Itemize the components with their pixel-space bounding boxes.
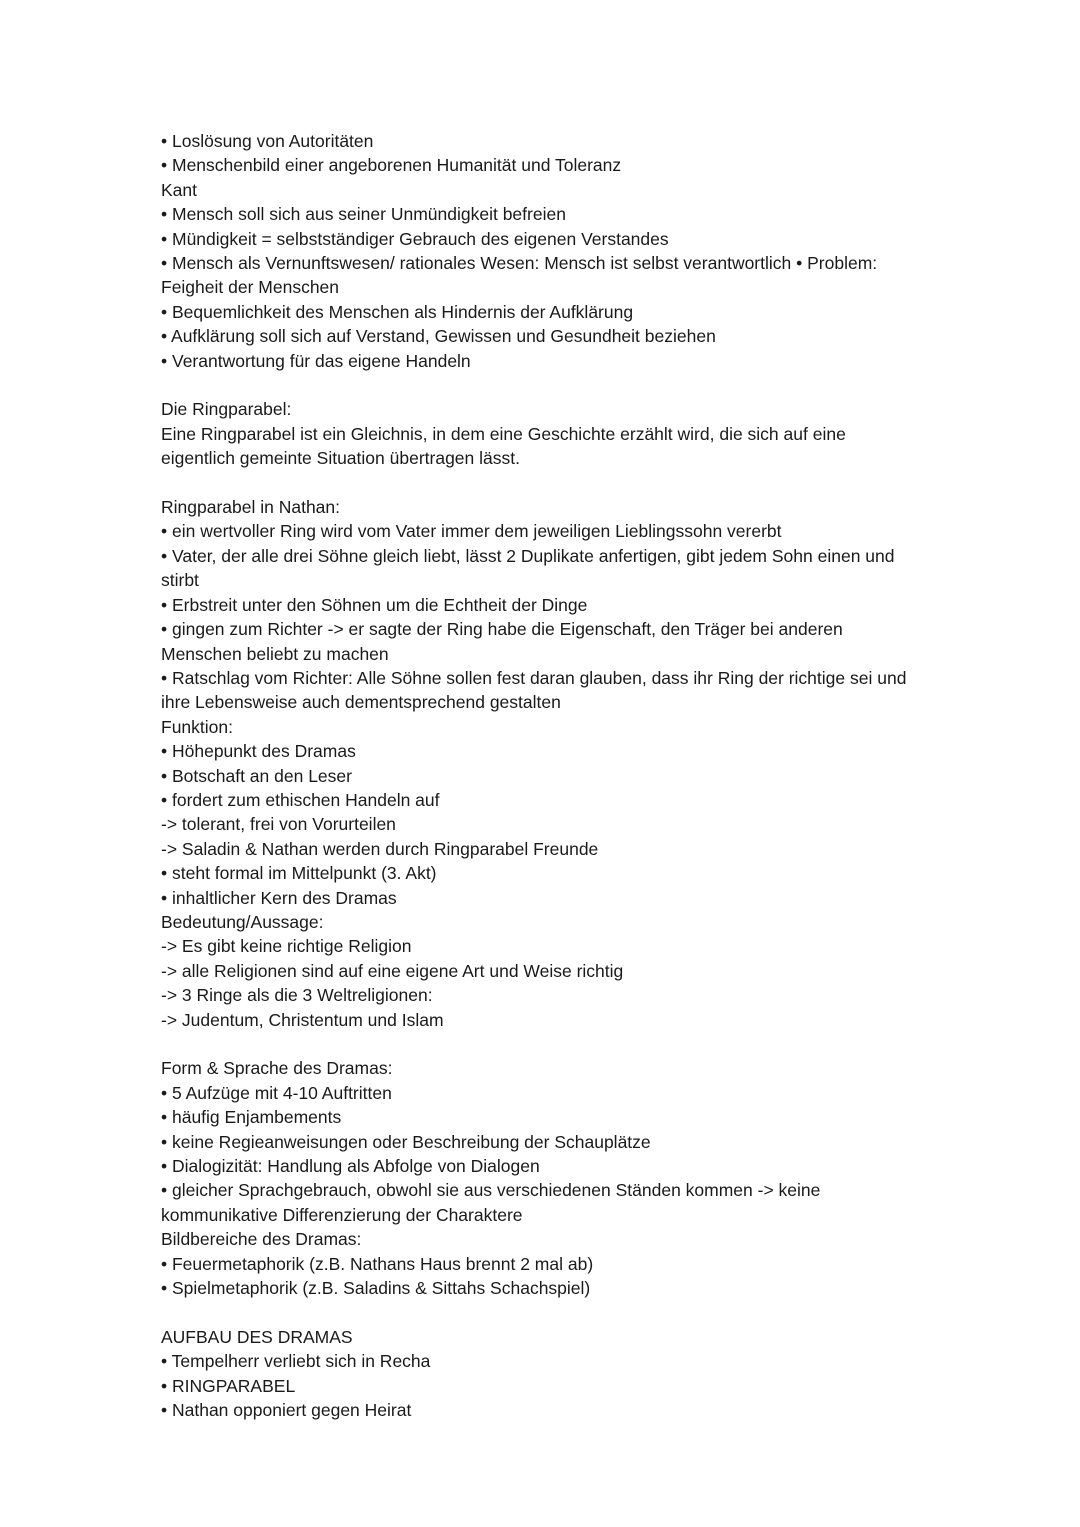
section-heading: Ringparabel in Nathan: xyxy=(161,497,341,518)
text-line: Eine Ringparabel ist ein Gleichnis, in dem eine Geschichte erzählt wird, die sich auf eine xyxy=(161,423,846,444)
text-line: ihre Lebensweise auch dementsprechend gestalten xyxy=(161,692,561,713)
text-line: Feigheit der Menschen xyxy=(161,277,340,298)
text-line: -> Es gibt keine richtige Religion xyxy=(161,936,412,957)
text-line: • Nathan opponiert gegen Heirat xyxy=(161,1400,412,1421)
subheading: Funktion: xyxy=(161,716,233,737)
text-line: • Höhepunkt des Dramas xyxy=(161,741,356,762)
section-heading: Die Ringparabel: xyxy=(161,399,292,420)
text-line: kommunikative Differenzierung der Charaktere xyxy=(161,1204,523,1225)
blank-line xyxy=(161,373,951,397)
text-line: • Ratschlag vom Richter: Alle Söhne sollen fest daran glauben, dass ihr Ring der richtige sei und xyxy=(161,667,907,688)
blank-line xyxy=(161,471,951,495)
text-line: • Bequemlichkeit des Menschen als Hindernis der Aufklärung xyxy=(161,301,634,322)
text-line: • Feuermetaphorik (z.B. Nathans Haus brennt 2 mal ab) xyxy=(161,1253,594,1274)
text-line: • ein wertvoller Ring wird vom Vater immer dem jeweiligen Lieblingssohn vererbt xyxy=(161,521,782,542)
blank-line xyxy=(161,1300,951,1324)
text-line: • keine Regieanweisungen oder Beschreibung der Schauplätze xyxy=(161,1131,651,1152)
text-line: • 5 Aufzüge mit 4-10 Auftritten xyxy=(161,1082,392,1103)
subheading: Bildbereiche des Dramas: xyxy=(161,1229,362,1250)
text-line: -> alle Religionen sind auf eine eigene Art und Weise richtig xyxy=(161,960,624,981)
text-line: • Mensch soll sich aus seiner Unmündigkeit befreien xyxy=(161,204,566,225)
text-line: • Spielmetaphorik (z.B. Saladins & Sittahs Schachspiel) xyxy=(161,1278,591,1299)
text-line: • Loslösung von Autoritäten xyxy=(161,131,374,151)
text-line: • gleicher Sprachgebrauch, obwohl sie aus verschiedenen Ständen kommen -> keine xyxy=(161,1180,821,1201)
text-line: • Menschenbild einer angeborenen Humanität und Toleranz xyxy=(161,155,622,176)
text-line: eigentlich gemeinte Situation übertragen lässt. xyxy=(161,448,520,469)
text-line: • häufig Enjambements xyxy=(161,1107,342,1128)
text-line: • Botschaft an den Leser xyxy=(161,765,352,786)
text-line: • Vater, der alle drei Söhne gleich liebt, lässt 2 Duplikate anfertigen, gibt jedem Sohn einen und xyxy=(161,545,895,566)
text-line: • Mündigkeit = selbstständiger Gebrauch des eigenen Verstandes xyxy=(161,228,669,249)
text-line: Menschen beliebt zu machen xyxy=(161,643,389,664)
text-line: -> tolerant, frei von Vorurteilen xyxy=(161,814,396,835)
document-page xyxy=(161,129,951,1422)
text-line: stirbt xyxy=(161,570,199,591)
text-line: Kant xyxy=(161,179,197,200)
text-line: • Aufklärung soll sich auf Verstand, Gewissen und Gesundheit beziehen xyxy=(161,326,716,347)
text-line: • Dialogizität: Handlung als Abfolge von Dialogen xyxy=(161,1156,540,1177)
text-line: • fordert zum ethischen Handeln auf xyxy=(161,789,440,810)
section-heading: AUFBAU DES DRAMAS xyxy=(161,1326,353,1347)
text-line: • steht formal im Mittelpunkt (3. Akt) xyxy=(161,863,437,884)
text-line: • Mensch als Vernunftswesen/ rationales Wesen: Mensch ist selbst verantwortlich • Problem: xyxy=(161,253,878,274)
text-line: • RINGPARABEL xyxy=(161,1375,296,1396)
text-line: • inhaltlicher Kern des Dramas xyxy=(161,887,397,908)
section-heading: Form & Sprache des Dramas: xyxy=(161,1058,393,1079)
text-line: • Erbstreit unter den Söhnen um die Echtheit der Dinge xyxy=(161,594,588,615)
text-line: • gingen zum Richter -> er sagte der Ring habe die Eigenschaft, den Träger bei anderen xyxy=(161,619,843,640)
text-line: • Tempelherr verliebt sich in Recha xyxy=(161,1351,431,1372)
subheading: Bedeutung/Aussage: xyxy=(161,911,324,932)
text-line: -> 3 Ringe als die 3 Weltreligionen: xyxy=(161,985,433,1006)
text-line: • Verantwortung für das eigene Handeln xyxy=(161,350,471,371)
text-line: -> Saladin & Nathan werden durch Ringparabel Freunde xyxy=(161,838,599,859)
text-line: -> Judentum, Christentum und Islam xyxy=(161,1009,444,1030)
blank-line xyxy=(161,1032,951,1056)
